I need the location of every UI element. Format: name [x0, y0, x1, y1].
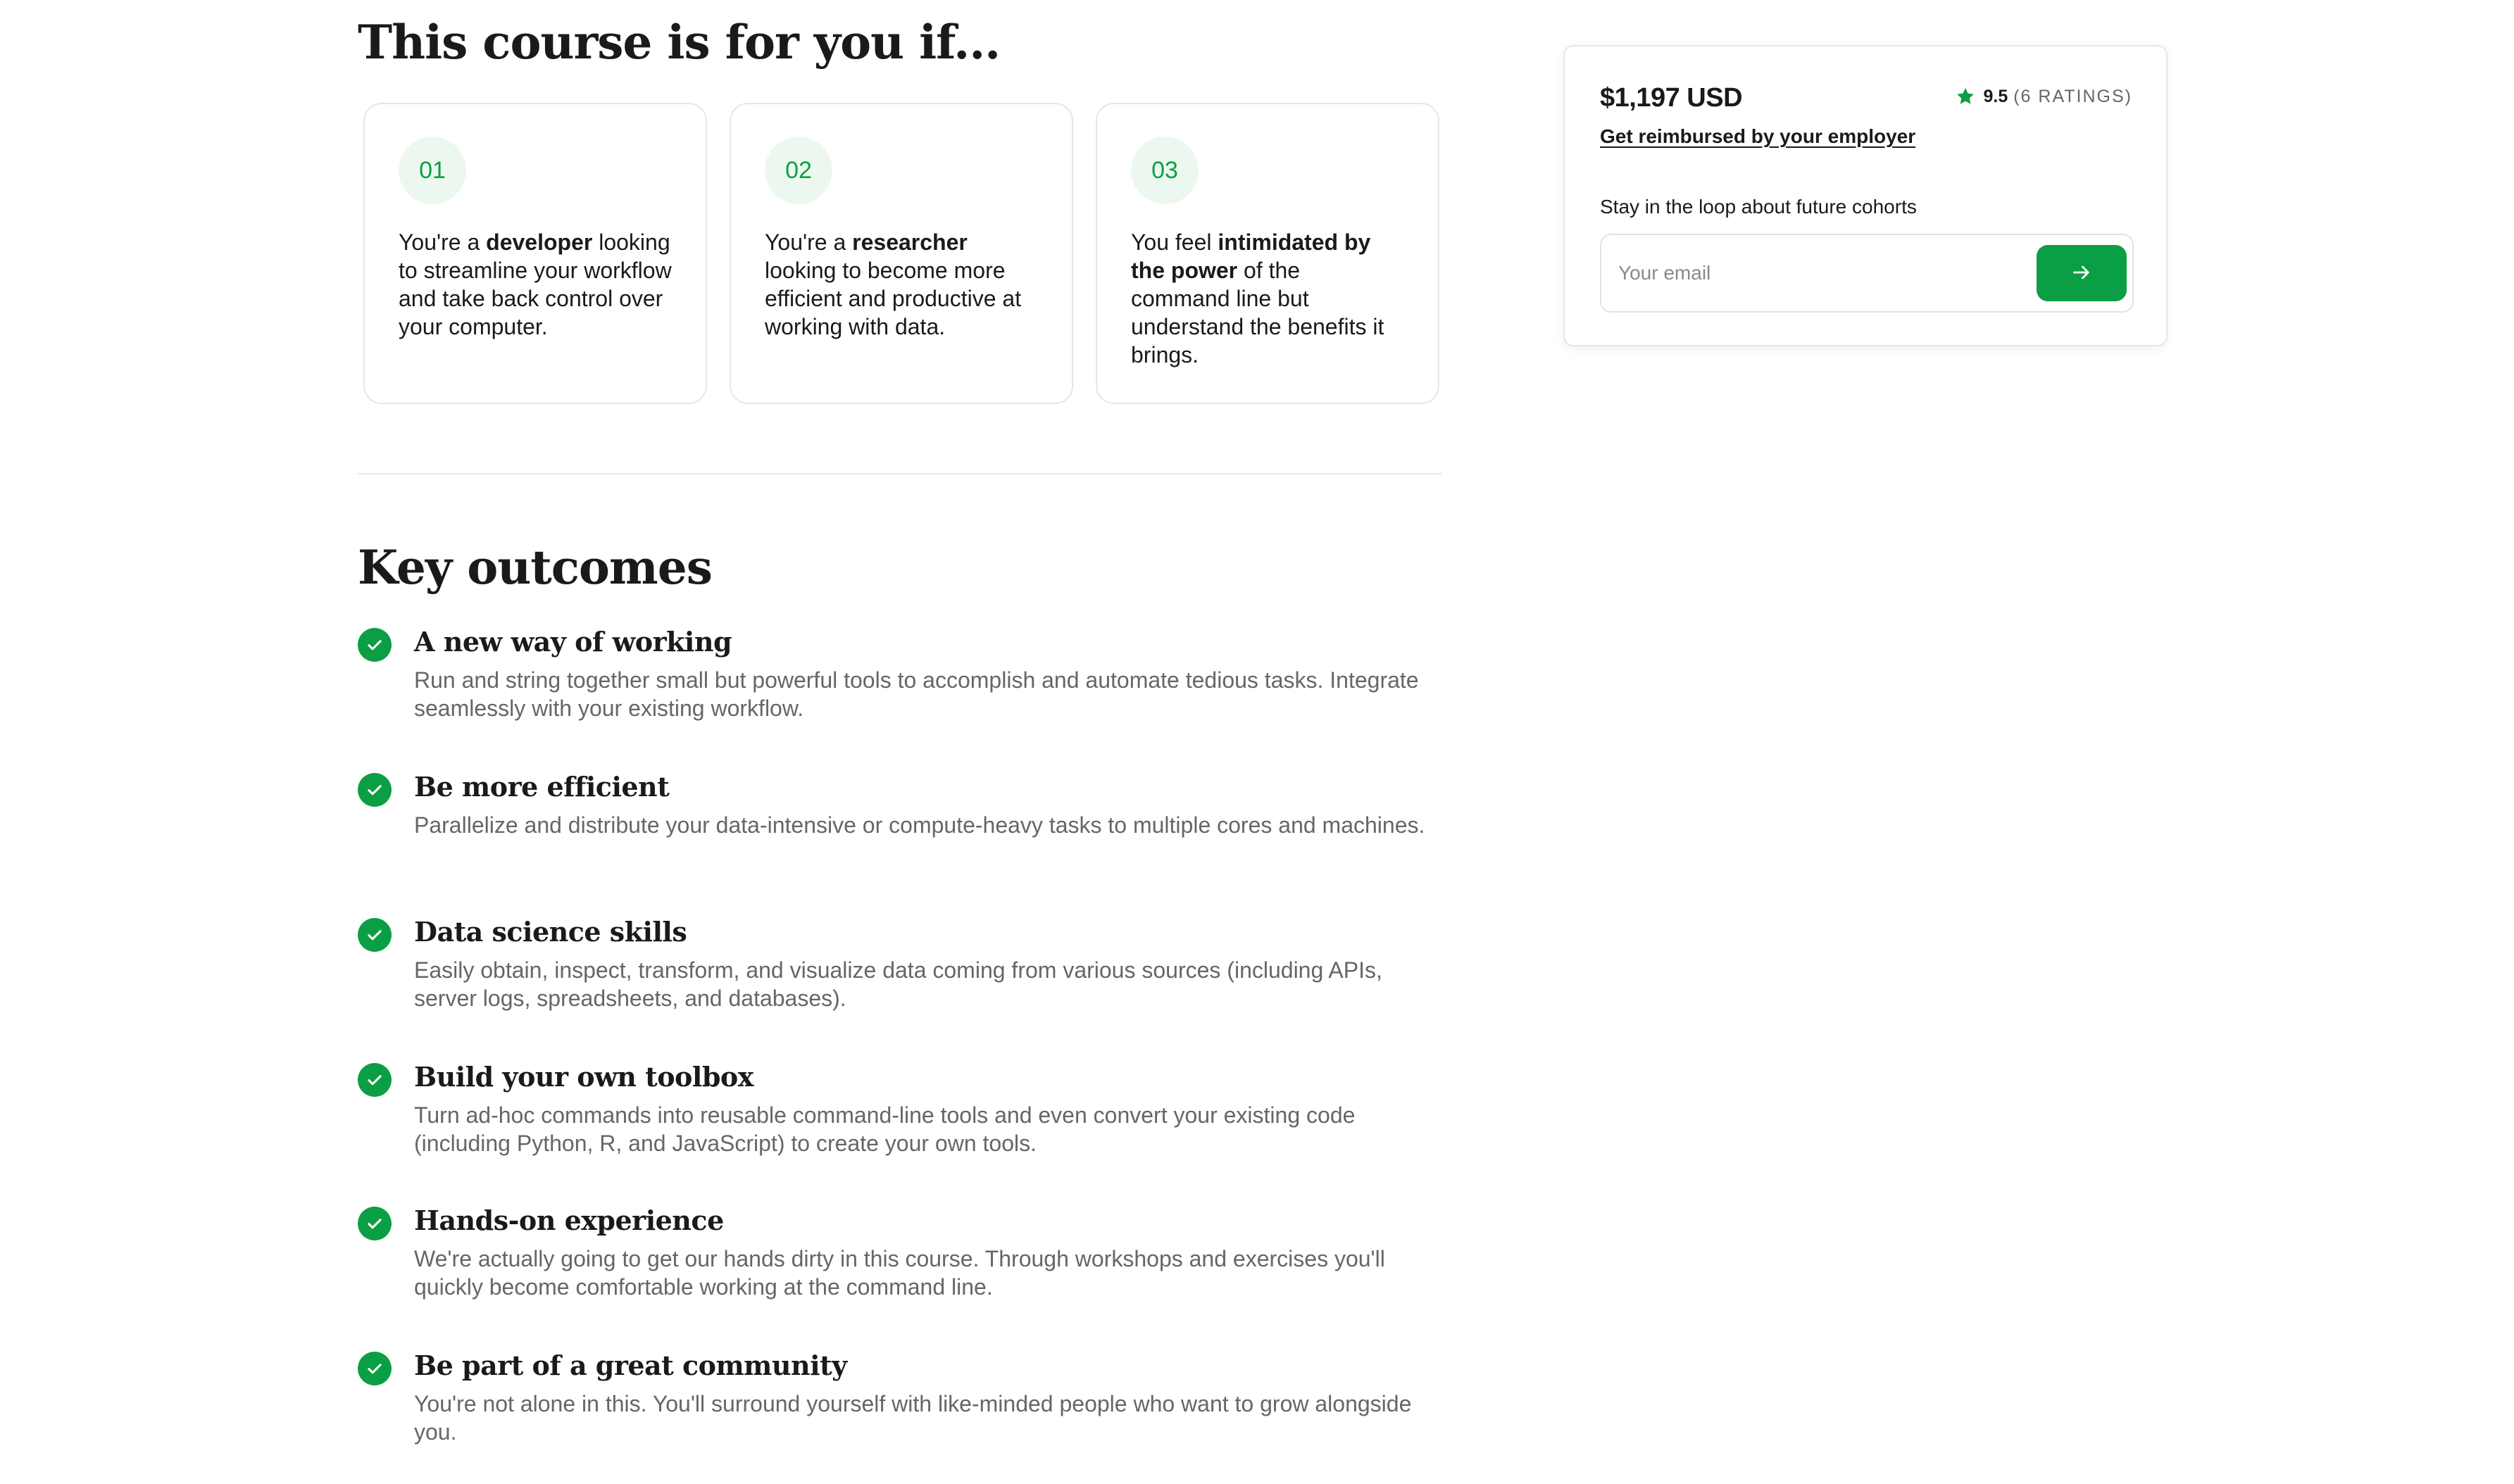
- audience-card-1: [363, 103, 707, 404]
- enroll-card: [1563, 45, 2168, 346]
- card-text-post: looking to streamline your workflow and take back control over your computer.: [399, 229, 672, 339]
- card-text-bold: developer: [486, 229, 593, 255]
- card-text-pre: You feel: [1131, 229, 1218, 255]
- card-number-badge: 03: [1131, 137, 1199, 204]
- outcome-description: Run and string together small but powerful tools to accomplish and automate tedious tasks. Integrate seamlessly with your existing workflow.: [414, 667, 1419, 721]
- email-form: [1600, 234, 2134, 313]
- outcome-title: Be more efficient: [414, 771, 670, 803]
- outcome-item: [358, 1343, 1442, 1484]
- card-text-pre: You're a: [765, 229, 853, 255]
- card-number-badge: 02: [765, 137, 832, 204]
- outcome-description: Turn ad-hoc commands into reusable command-line tools and even convert your existing code (including Python, R, and JavaScript) to create your own tools.: [414, 1102, 1356, 1156]
- outcome-item: [358, 1055, 1442, 1195]
- email-submit-button[interactable]: [2037, 245, 2127, 301]
- audience-card-2: [730, 103, 1073, 404]
- section-divider: [358, 473, 1442, 474]
- card-text-post: looking to become more efficient and productive at working with data.: [765, 258, 1022, 339]
- email-input[interactable]: [1601, 235, 2041, 311]
- section-title-outcomes: Key outcomes: [358, 540, 712, 595]
- reimburse-link[interactable]: Get reimbursed by your employer: [1600, 125, 1916, 147]
- outcome-item: [358, 620, 1442, 760]
- newsletter-label: Stay in the loop about future cohorts: [1600, 196, 1917, 218]
- card-number-badge: 01: [399, 137, 466, 204]
- check-icon: [358, 628, 392, 662]
- section-title-for-you: This course is for you if...: [358, 15, 1001, 70]
- outcome-title: Data science skills: [414, 916, 687, 948]
- arrow-right-icon: [2070, 261, 2093, 286]
- check-icon: [358, 918, 392, 952]
- card-text: [1131, 228, 1404, 369]
- outcome-description: We're actually going to get our hands dirty in this course. Through workshops and exercises you'll quickly become comfortable working at the command line.: [414, 1246, 1385, 1300]
- card-text-bold: researcher: [852, 229, 968, 255]
- outcome-title: Hands-on experience: [414, 1205, 724, 1236]
- card-text: [399, 228, 672, 341]
- outcome-title: A new way of working: [414, 626, 732, 658]
- outcome-description: Parallelize and distribute your data-intensive or compute-heavy tasks to multiple cores and machines.: [414, 812, 1425, 838]
- outcome-title: Be part of a great community: [414, 1350, 847, 1381]
- card-text-bold: intimidated by the power: [1131, 229, 1371, 283]
- outcome-description: You're not alone in this. You'll surround yourself with like-minded people who want to grow alongside you.: [414, 1391, 1412, 1445]
- star-icon: [1955, 86, 1976, 107]
- check-icon: [358, 1352, 392, 1385]
- outcome-item: [358, 1198, 1442, 1339]
- outcome-title: Build your own toolbox: [414, 1061, 753, 1093]
- check-icon: [358, 1207, 392, 1240]
- outcome-item: [358, 910, 1442, 1050]
- check-icon: [358, 1063, 392, 1097]
- card-text-pre: You're a: [399, 229, 487, 255]
- rating-count: (6 RATINGS): [2013, 86, 2132, 106]
- rating: [1955, 86, 2132, 107]
- check-icon: [358, 773, 392, 807]
- price: $1,197 USD: [1600, 83, 1743, 113]
- card-text-post: of the command line but understand the benefits it brings.: [1131, 258, 1384, 367]
- card-text: [765, 228, 1038, 341]
- outcome-description: Easily obtain, inspect, transform, and visualize data coming from various sources (including APIs, server logs, spreadsheets, and databases).: [414, 957, 1382, 1011]
- outcome-item: [358, 765, 1442, 905]
- rating-score: 9.5: [1983, 86, 2008, 106]
- audience-cards: [363, 103, 1442, 405]
- audience-card-3: [1096, 103, 1439, 404]
